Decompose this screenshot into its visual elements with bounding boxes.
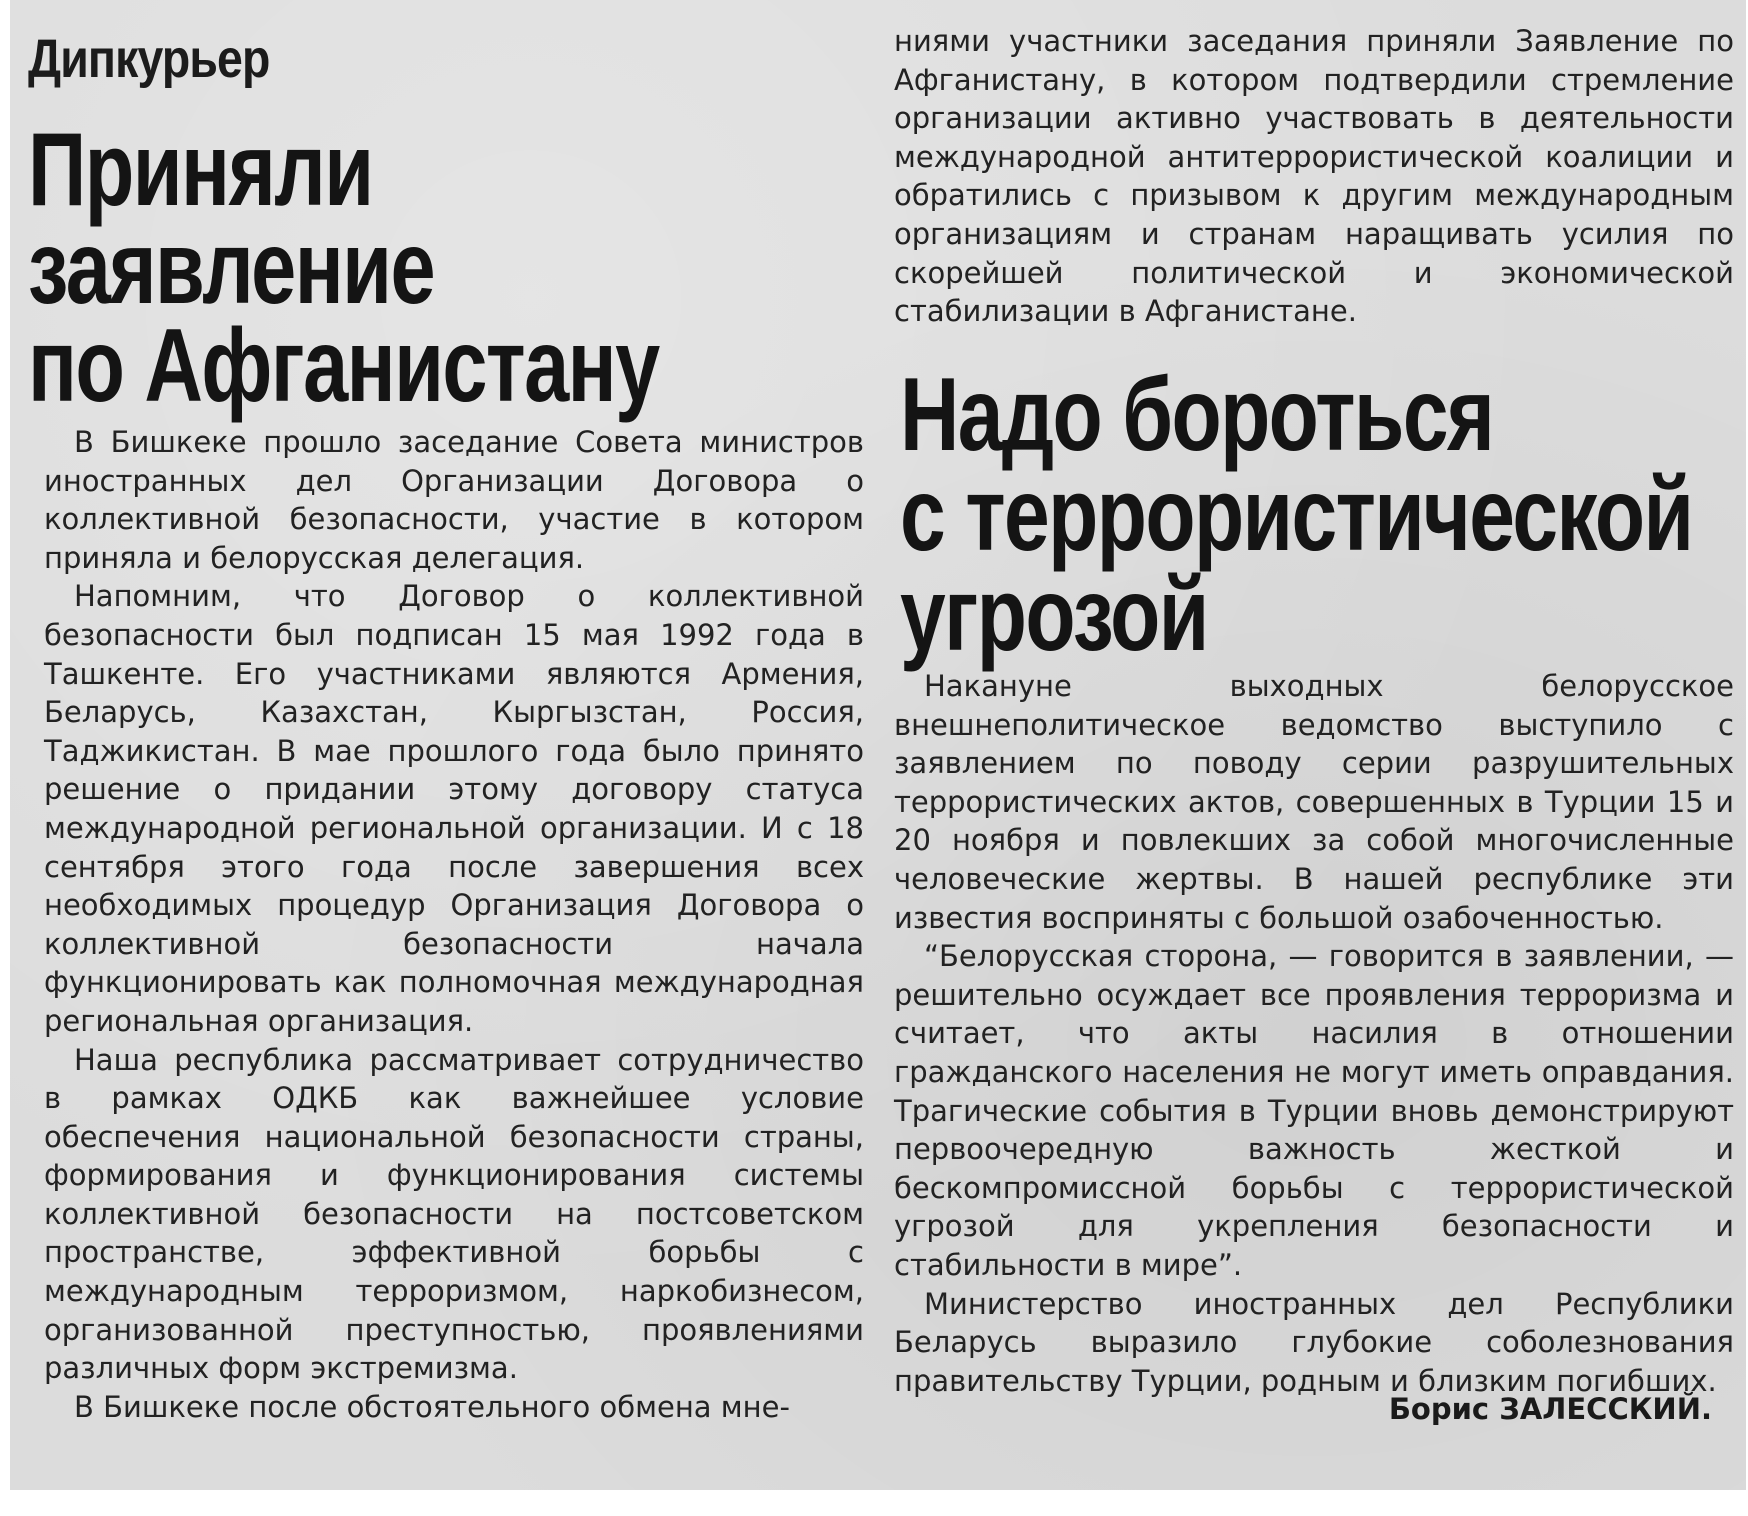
article1-headline-line: заявление	[28, 210, 435, 326]
article1-paragraph: Напомним, что Договор о коллективной безопасности был подписан 15 мая 1992 года в Ташкенте. Его участниками являются Армения, Беларусь, Казахстан, Кыргызстан, Россия, Таджикистан. В мае прошлого года было принято решение о придании этому договору статуса международной региональной организации. И с 18 сентября этого года после завершения всех необходимых процедур Организация Договора о коллективной безопасности начала функционировать как полномочная международная региональная организация.	[44, 579, 864, 1038]
article2-body	[894, 667, 1734, 1400]
newspaper-clipping	[10, 0, 1746, 1490]
article1-headline	[28, 112, 659, 424]
rubric-label: Дипкурьер	[28, 29, 270, 89]
article1-body	[44, 423, 864, 1426]
article2-paragraph: “Белорусская сторона, — говорится в заявлении, — решительно осуждает все проявления терроризма и считает, что акты насилия в отношении гражданского населения не могут иметь оправдания. Трагические события в Турции вновь демонстрируют первоочередную важность жесткой и бескомпромиссной борьбы с террористической угрозой для укрепления безопасности и стабильности в мире”.	[894, 939, 1734, 1282]
article1-headline-line: по Афганистану	[28, 308, 659, 424]
article1-paragraph: В Бишкеке после обстоятельного обмена мне-	[74, 1389, 790, 1424]
article2-headline-line: с террористической	[900, 457, 1693, 573]
article1-continuation	[894, 22, 1734, 331]
article2-author: Борис ЗАЛЕССКИЙ.	[1388, 1392, 1712, 1426]
article2-paragraph: Накануне выходных белорусское внешнеполитическое ведомство выступило с заявлением по поводу серии разрушительных террористических актов, совершенных в Турции 15 и 20 ноября и повлекших за собой многочисленные человеческие жертвы. В нашей республике эти известия восприняты с большой озабоченностью.	[894, 669, 1734, 935]
article1-paragraph: Наша республика рассматривает сотрудничество в рамках ОДКБ как важнейшее условие обеспечения национальной безопасности страны, формирования и функционирования системы коллективной безопасности на постсоветском пространстве, эффективной борьбы с международным терроризмом, наркобизнесом, организованной преступностью, проявлениями различных форм экстремизма.	[44, 1042, 864, 1386]
article1-paragraph: В Бишкеке прошло заседание Совета министров иностранных дел Организации Договора о коллективной безопасности, участие в котором приняла и белорусская делегация.	[44, 425, 864, 575]
article2-paragraph: Министерство иностранных дел Республики Беларусь выразило глубокие соболезнования правительству Турции, родным и близким погибших.	[894, 1286, 1734, 1398]
article2-headline-line: угрозой	[900, 557, 1208, 673]
article1-headline-line: Приняли	[28, 112, 373, 228]
article2-headline-line: Надо бороться	[900, 357, 1494, 473]
article1-continuation-text: ниями участники заседания приняли Заявление по Афганистану, в котором подтвердили стремление организации активно участвовать в деятельности международной антитеррористической коалиции и обратились с призывом к другим международным организациям и странам наращивать усилия по скорейшей политической и экономической стабилизации в Афганистане.	[894, 24, 1734, 329]
article2-headline	[900, 357, 1693, 673]
